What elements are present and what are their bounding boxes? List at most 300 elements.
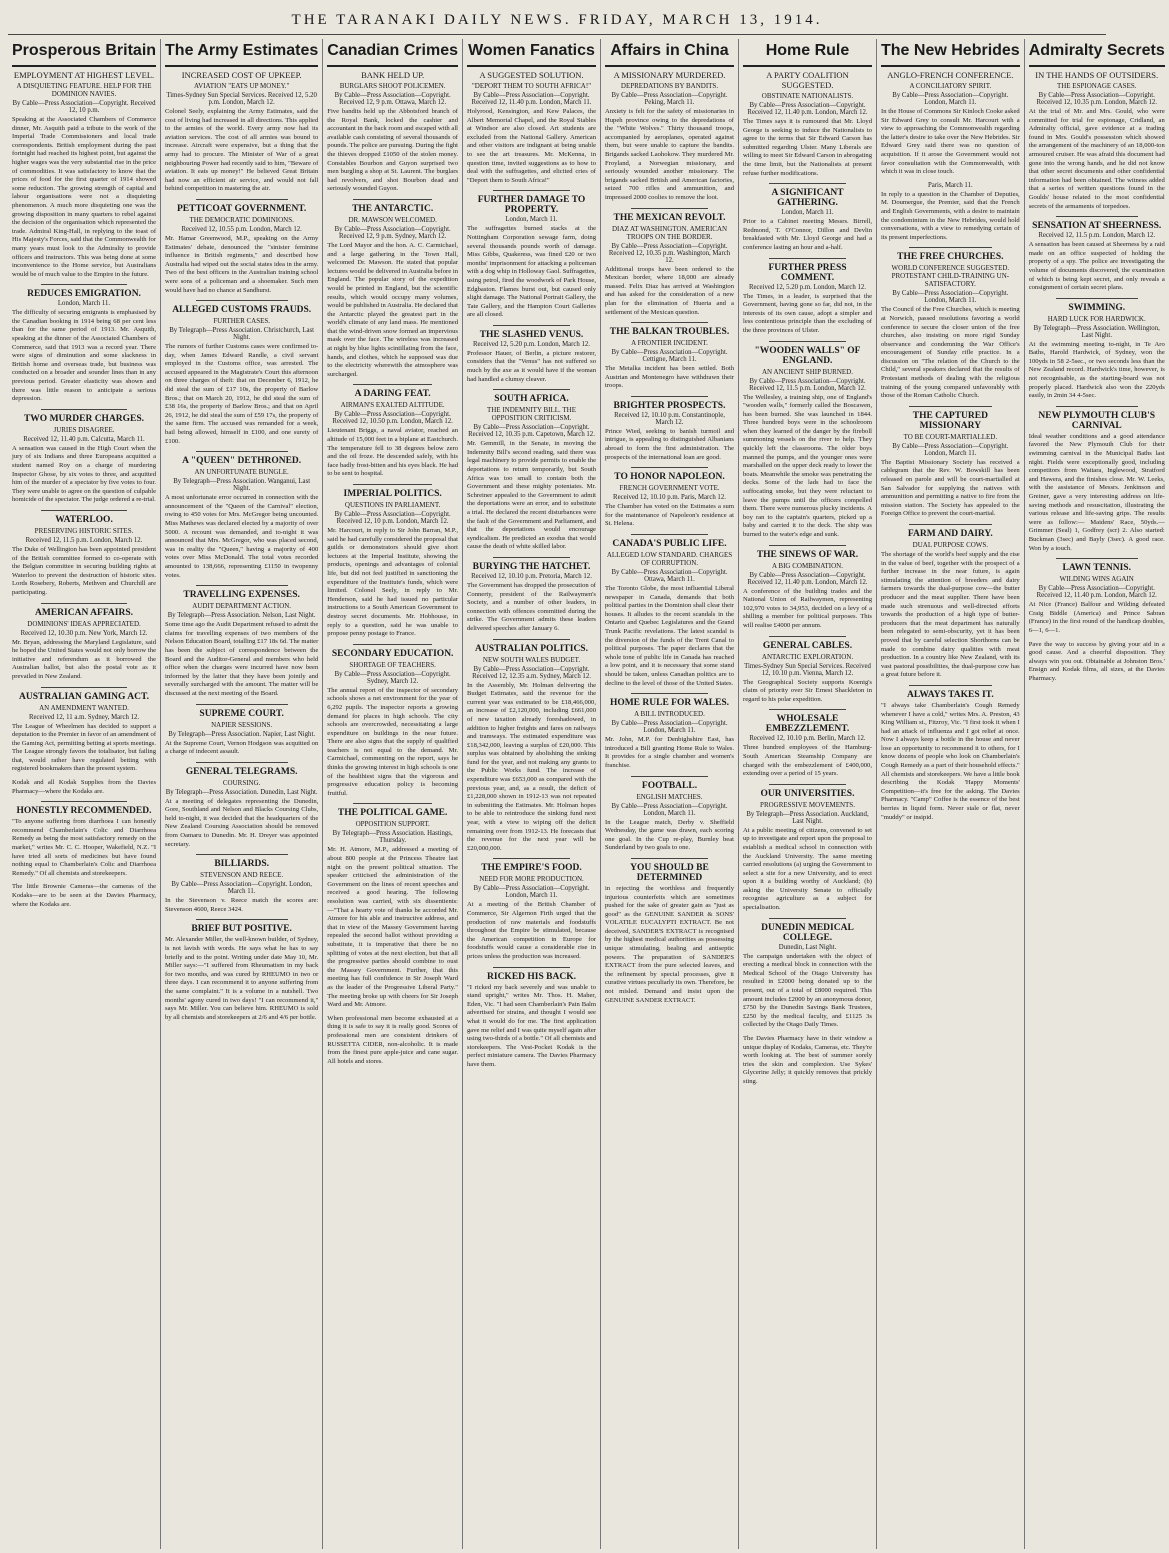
article-title: BRIEF BUT POSITIVE.: [191, 924, 292, 935]
article: [1029, 298, 1165, 401]
article: [605, 534, 734, 688]
article-subheading: THE ESPIONAGE CASES.: [1056, 82, 1137, 90]
article-subheading: AN UNFORTUNATE BUNGLE.: [194, 468, 289, 477]
article-divider: [631, 396, 708, 397]
article-divider: [493, 967, 570, 968]
article-title: DUNEDIN MEDICAL COLLEGE.: [761, 922, 854, 943]
article: [881, 524, 1020, 680]
article-divider: [1056, 216, 1138, 217]
article-dateline: By Telegraph—Press Association. Wellington, Last Night.: [1033, 324, 1160, 339]
article-body: The Chamber has voted on the Estimates a sum for the maintenance of Napoleon's residence at St. Helena.: [605, 503, 734, 528]
article: [327, 70, 458, 194]
article-divider: [41, 603, 127, 604]
article-title: A "QUEEN" DETHRONED.: [182, 456, 302, 467]
article-body: Mr. Gemmill, in the Senate, in moving the Indemnity Bill's second reading, said there was legal machinery to provide permits to enable the deportations to return temporarily, but South Africa was too small to contain both the Government and these mighty potentates. Mr. Schreiner appealed to the Government to admit the deportations were an error, and to substitute a trial. He declared the recent disturbances were the fault of the Government and Parliament, and that the deportations would encourage syndicalism. He predicted an exodus that would cause the death of white skilled labor.: [467, 440, 596, 551]
column-2: [161, 39, 323, 1549]
article-dateline: By Cable—Press Association—Copyright. Received 12, 11.40 p.m. London, March 12.: [747, 571, 868, 586]
article-body: Pave the way to success by giving your aid in a good cause. And a cheerful disposition. They always win you out. Obtainable at Johnston Bros.' Ensign and Kodak films, all sizes, at the Davies Pharmacy.: [1028, 640, 1165, 682]
article-divider: [631, 322, 708, 323]
article: [743, 545, 872, 631]
article: [1029, 641, 1165, 684]
article-divider: [631, 208, 708, 209]
article-body: The annual report of the inspector of secondary schools shows a net environment for the year of 6,292 pupils. The inspector reports a growing demand for places in high schools. The city schools are overcrowded, necessitating a large expenditure on buildings in the near future. There are also signs that the supply of qualified teachers is not equal to the demand. Mr. Carmichael, commenting on the report, says he thinks the growing interest in high schools is one of the healthiest signs that the vigorous and progressive education policy is becoming fruitful.: [327, 686, 458, 797]
article-subheading: JURIES DISAGREE.: [53, 425, 115, 434]
article-title: WATERLOO.: [55, 514, 113, 525]
article-dateline: By Cable—Press Association—Copyright. Received 12, 12.35 a.m. Sydney, March 12.: [472, 665, 591, 680]
article-body: A most unfortunate error occurred in connection with the announcement of the "Queen of the Carnival" election, owing to 450 votes for Mrs. McGregor being uncounted. Miss Mathews was declared elected by a majority of over 5000. A recount was demanded, and to-night it was announced that Mrs. McGregor, who was placed second, was in reality the "Queen," having a majority of 400 votes over Miss McDonald. The total votes recorded amounted to 138,666, representing £1150 in twopenny votes.: [165, 494, 319, 579]
article: [605, 70, 734, 203]
article-body: Mr. Hamar Greenwood, M.P., speaking on the Army Estimates' debate, denounced the "sinister feminine influence in British regiments," and described how Australia had wiped out the social states idea in the army. Two of the best officers in the Australian training school were sons of a policeman and a shoemaker. Such men would have had no chance at Sandhurst.: [165, 234, 319, 294]
article-dateline: Received 12, 11 a.m. Sydney, March 12.: [28, 713, 140, 721]
article: [165, 300, 318, 446]
article: [467, 858, 596, 961]
article: [467, 70, 596, 185]
article-divider: [196, 199, 288, 200]
article-dateline: By Cable—Press Association—Copyright. Sydney, March 12.: [334, 670, 451, 685]
article-body: "I ricked my back severely and was unable to stand upright," writes Mr. Thos. H. Maher, Eden, Vic. "I had seen Chamberlain's Pain Balm advertised for strains, and thought I would see what it would do for me. The first application gave me relief and I was quite myself again after using two-thirds of a bottle." Of all chemists and storekeepers. The Vest-Pocket Kodak is the perfect miniature camera. The Davies Pharmacy have them.: [467, 983, 596, 1068]
article-body: Professor Hauer, of Berlin, a picture restorer, considers that the "Venus" has not suffered so much by the axe as it would have if the woman had handled a clumsy cleaver.: [467, 349, 596, 383]
article-divider: [1056, 298, 1138, 299]
article-title: SWIMMING.: [1068, 302, 1126, 313]
article-title: LAWN TENNIS.: [1062, 563, 1131, 574]
article-divider: [196, 919, 288, 920]
article-subheading: OPPOSITION SUPPORT.: [355, 820, 430, 829]
article: [881, 70, 1020, 177]
article-body: Holyrood, Kensington, and Kew Palaces, the Albert Memorial Chapel, and the Royal Stables at Windsor are also closed. Art students are excluded from the National Gallery. American and other visitors are indignant at being unable to see the art treasures. Mr. McKenna, in question time, invited suggestions as to how to deal with the suffragettes, and elicited cries of "Deport them to South Africa!": [467, 108, 596, 184]
article-title: SUPREME COURT.: [199, 708, 284, 719]
article-subheading: TO BE COURT-MARTIALLED.: [903, 432, 998, 441]
article-subheading: HARD LUCK FOR HARDWICK.: [1047, 314, 1146, 323]
article-body: A sensation has been caused at Sheerness by a raid made on an office suspected of holding the property of a spy. The police are investigating the volume of documents discovered, the examination of which is being kept secret, and only reveals a consignment of certain secret plans.: [1028, 241, 1165, 292]
article-divider: [196, 585, 288, 586]
article-dateline: By Cable—Press Association—Copyright. London, March 11.: [611, 802, 728, 817]
article-subheading: DOMINIONS' IDEAS APPRECIATED.: [27, 619, 141, 628]
article-subheading: DIAZ AT WASHINGTON. AMERICAN TROOPS ON THE BORDER.: [611, 224, 728, 241]
article-divider: [631, 534, 708, 535]
article-title: BRIGHTER PROSPECTS.: [613, 400, 726, 411]
article: [165, 704, 318, 757]
article-subheading: ENGLISH MATCHES.: [636, 792, 703, 801]
article-title: EMPLOYMENT AT HIGHEST LEVEL.: [13, 70, 155, 80]
article-dateline: Received 12, 5.20 p.m. London, March 12.: [748, 283, 867, 291]
article-divider: [41, 409, 127, 410]
article-dateline: London, March 11.: [505, 216, 558, 224]
article-dateline: By Cable—Press Association—Copyright. London, March 11.: [892, 442, 1009, 457]
article-title: GENERAL CABLES.: [762, 640, 853, 651]
article-subheading: "DEPORT THEM TO SOUTH AFRICA!": [471, 82, 592, 90]
article: [12, 409, 156, 505]
article: [881, 685, 1020, 822]
article-body: At a meeting of delegates representing the Dunedin, Gore, Southland and Nelson and Blacks Coursing Clubs, held to-night, it was decided that the headquarters of the New Zealand Coursing Association should be removed from Oamaru to Dunedin. Mr. H. Dreyer was appointed secretary.: [165, 797, 319, 848]
article-body: The campaign undertaken with the object of erecting a medical block in connection with the Medical School of the Otago University has resulted in £2000 being donated up to the present, out of a total of £8000 required. This amount includes £2000 by an anonymous donor, £750 by the Dunedin Savings Bank Trustees, £250 by the medical faculty, and £1125 3s collected by the Otago Daily Times.: [743, 952, 872, 1029]
article-title: HOME RULE FOR WALES.: [609, 698, 730, 709]
article-title: A SIGNIFICANT GATHERING.: [771, 188, 844, 209]
article-subheading: DR. MAWSON WELCOMED.: [348, 215, 437, 224]
article-body: A sensation was caused in the High Court when the jury of six Indians and three Europeans acquitted a student named Roy on a charge of murdering Inspector Ghose, by six votes to three, and acquitted him of the murder of a spectator by five votes to four. They were unable to agree on the question of culpable homicide of the spectator. The judge ordered a re-trial.: [12, 444, 157, 504]
article: [12, 779, 156, 796]
article-dateline: Received 12, 10.10 p.m. Berlin, March 12.: [749, 735, 866, 743]
article-dateline: By Cable—Press Association—Copyright. London, March 11.: [473, 885, 590, 900]
article-title: THE ANTARCTIC.: [352, 203, 434, 214]
article-body: Lieutenant Briggs, a naval aviator, reached an altitude of 15,000 feet in a biplane at Eastchurch. The temperature fell to 38 degrees below zero and the oil froze. He descended safely, with his face badly frost-bitten and his eyes black. He had to be sent to hospital.: [327, 427, 458, 478]
article-title: THE BALKAN TROUBLES.: [609, 327, 730, 338]
article: [467, 389, 596, 552]
article: [467, 967, 596, 1070]
article-dateline: By Cable—Press Association—Copyright. Received 12, 10.35 p.m. London, March 12.: [1036, 92, 1157, 106]
article: [12, 510, 156, 598]
article: [743, 784, 872, 913]
article: [165, 762, 318, 850]
article: [12, 883, 156, 909]
article-subheading: SHORTAGE OF TEACHERS.: [349, 660, 436, 669]
article-body: The suffragettes burned stacks at the Nottingham Corporation sewage farm, doing several thousands pounds worth of damage. Miss Gibbs, Quakeress, was fined £20 or two months' imprisonment for attacking a policeman with a dog whip in Holloway Gaol. Suffragettes, using petrol, fired the woodwork of Park House, Edgbaston. Flames burst out, but caused only slight damage. The National Portrait Gallery, the Tate Gallery, and the Hampton Court Galleries are all closed.: [467, 225, 596, 319]
article-divider: [769, 341, 846, 342]
article-body: At a meeting of the British Chamber of Commerce, Sir Algernon Firth urged that the production of raw materials and foodstuffs throughout the Empire be stimulated, because the American competition in Europe for foodstuffs would cause a considerable rise in prices unless the production was increased.: [467, 901, 596, 960]
article: [165, 919, 318, 1022]
article-body: In the Stevenson v. Reece match the scores are: Stevenson 4600, Reece 3424.: [165, 897, 319, 913]
article-title: TO HONOR NAPOLEON.: [614, 472, 725, 483]
article-divider: [41, 801, 127, 802]
article: [327, 644, 458, 799]
article-dateline: Dunedin, Last Night.: [778, 943, 837, 951]
article-body: At the trial of Mr. and Mrs. Gould, who were committed for trial for espionage, Cridland, an Admiralty official, gave evidence at a trading found in Mrs. Gould's possession which showed the arrangement of the machinery of an 18,000-ton armoured cruiser. He was afraid this document had gone into the wrong hands, and he did not know that other secret documents and other confidential information had been obtained. The witness added that a series of written questions found in the Goulds' house related to the most confidential secrets of the armaments of torpedoes.: [1028, 108, 1165, 210]
article-divider: [631, 693, 708, 694]
article-divider: [353, 644, 431, 645]
article-body: The Geographical Society supports Koenig's claim of priority over Sir Ernest Shackleton in regard to his polar expedition.: [743, 678, 872, 703]
article-body: Anxiety is felt for the safety of missionaries in Hupeh province owing to the depredations of the "White Wolves." Thirty thousand troops, accompanied by aeroplanes, operated against them, but were unable to capture the bandits. Brigands sacked Laohokow. They murdered Mr. Froyland, a Norwegian missionary, and seriously wounded another missionary. The brigands sacked British and American factories, seized 700 rifles and ammunition, and impressed 2000 coolies to remove the loot.: [605, 108, 734, 201]
article-dateline: Received 12, 11.5 p.m. London, March 12.: [25, 536, 143, 544]
article-divider: [41, 284, 127, 285]
article-dateline: By Cable—Press Association—Copyright. London, March 11.: [611, 720, 728, 735]
column-3: [323, 39, 463, 1549]
article-title: THE SLASHED VENUS.: [479, 329, 584, 340]
article-dateline: London, March 11.: [781, 209, 834, 217]
article-title: TWO MURDER CHARGES.: [23, 413, 145, 424]
article-subheading: AN ANCIENT SHIP BURNED.: [761, 367, 853, 376]
masthead: [8, 6, 1106, 35]
article-body: In the League match, Derby v. Sheffield Wednesday, the game was drawn, each scoring one goal. In the Cup re-play, Burnley beat Sunderland by two goals to one.: [605, 818, 734, 852]
article: [467, 639, 596, 854]
article-divider: [353, 199, 431, 200]
article-body: Ideal weather conditions and a good attendance favored the New Plymouth Club for their swimming carnival in the Municipal Baths last night. Fields were exceptionally good, including competitors from Waitara, Inglewood, Stratford and Hawera, and the finishes close. Mr. W. Leeks, with the assistance of Messrs. Jenkinson and Greiner, gave a very interesting address on life-saving methods and resuscitation, illustrating the various release and life-saving grips. The results were as follow:— Maidens' Race, 50yds.—Grimmer (Seal) 1, Godfrey (scr) 2. Also started: Buckman (3sec) and Bayly (3sec). A good race. Won by a touch.: [1028, 432, 1165, 552]
column-1: [8, 39, 161, 1549]
article-subheading: OBSTINATE NATIONALISTS.: [761, 92, 854, 100]
article-title: REDUCES EMIGRATION.: [27, 289, 141, 300]
article-dateline: By Cable—Press Association—Copyright. Received 12, 10.35 p.m. Washington, March 12.: [608, 242, 731, 264]
article-body: In the House of Commons Sir Kinloch Cooke asked Sir Edward Grey to consult Mr. Harcourt with a view to approaching the Commonwealth regarding the latter's desire to take over the New Hebrides. Sir Edward Grey said there was no question of acquisition. If it arose the Government would not favor consultation with the Commonwealth, with which it was in close touch.: [881, 108, 1020, 176]
article-body: The League of Wheelmen has decided to support a deputation to the Premier in favor of an amendment of the Gaming Act, permitting betting at sports meetings. The League strongly favors the totalisator, but failing that, would rather have regulated betting with registered bookmakers than the present system.: [12, 722, 157, 773]
article-divider: [1056, 558, 1138, 559]
article-dateline: By Telegraph—Press Association. Dunedin, Last Night.: [165, 788, 318, 796]
article-body: in rejecting the worthless and frequently injurious counterfeits which are sometimes pushed for the sake of greater gain as "just as good" as the GENUINE SANDER & SONS' VOLATILE EUCALYPTI EXTRACT. Be not deceived, SANDER'S EXTRACT is recognised by the highest medical authorities as possessing unique stimulating, healing and antiseptic powers. The preparation of SANDER'S EXTRACT from the pure selected leaves, and the refinement by special processes, give it curative virtues peculiarly its own. Therefore, be not misled. Demand and insist upon the GENUINE SANDER EXTRACT.: [605, 884, 734, 1004]
article-title: THE CAPTURED MISSIONARY: [912, 410, 988, 431]
article-dateline: By Cable—Press Association—Copyright. Received 12, 11.5 p.m. London, March 12.: [749, 377, 866, 392]
article-body: The Baptist Missionary Society has received a cablegram that the Rev. W. Bowskill has been released on parole and will be court-martialled at San Salvador for supplying the natives with ammunition and permitting a native to fire from the mission station. The Society has appealed to the Foreign Office to prevent the court-martial.: [881, 458, 1020, 518]
article-body: Some time ago the Audit Department refused to admit the claims for travelling expenses of two members of the Nelson Education Board, totalling £17 18s 6d. The matter has been the subject of correspondence between the Board and the Auditor-General and members who held office when the charges were incurred have now been informed by the latter that they have been jointly and severally surcharged with the amount. The matter will be discussed at the next meeting of the Board.: [165, 621, 319, 697]
article-body: Mr. H. Atmore, M.P., addressed a meeting of about 800 people at the Princess Theatre last night on the present political situation. The speaker criticised the administration of the Government on the lines of recent speeches and received a good hearing. The following resolution was carried, with six dissentients:—"That a hearty vote of thanks be accorded Mr. Atmore for his able and instructive address, and that in view of the Massey Government having repealed the second ballot without providing a substitute, it is imperative that there be no splitting of votes at the next election, but that all the progressive parties should combine to oust the Massey Government. Further, that this meeting has full confidence in Sir Joseph Ward as the leader of the Progressive Liberal Party." The meeting broke up with cheers for Sir Joseph Ward and Mr. Atmore.: [327, 846, 458, 1009]
article-body: Colonel Seely, explaining the Army Estimates, said the cost of living had increased in all directions. This applied to the armies of the world. Every army now had its aviation services. The cost of all armies was bound to increase. Aircraft were expensive, but a thing that the army had to procure. The Minister of War of a great neighbouring Power had recently said to him, "Beware of aviation. It eats up money!" He believed Great Britain had now an efficient air service, and would not fall behind competition in mastering the air.: [165, 108, 319, 193]
article-dateline: By Telegraph—Press Association. Napier, Last Night.: [168, 730, 316, 738]
article-divider: [769, 709, 846, 710]
article-title: INCREASED COST OF UPKEEP.: [181, 70, 302, 80]
article-body: At a public meeting of citizens, convened to set up to investigate and report upon the proposal to establish a medical school in connection with the Auckland University. The same meeting carried resolutions (a) urging the Government to select a site for a new University, and to erect upon it a building worthy of Auckland; (b) asking the University Senate to officially recognise agriculture as a subject for specialisation.: [743, 826, 872, 912]
article-dateline: By Telegraph—Press Association. Christchurch, Last Night.: [169, 327, 315, 342]
article-title: OUR UNIVERSITIES.: [760, 788, 855, 799]
article-subheading: A FRONTIER INCIDENT.: [631, 339, 708, 348]
article: [743, 1035, 872, 1087]
article-title: IN THE HANDS OF OUTSIDERS.: [1035, 70, 1159, 80]
article-body: Speaking at the Associated Chambers of Commerce dinner, Mr. Asquith paid a tribute to the work of the Imperial Trade Commissioners and local trade correspondents. British employment during the past fortnight had reached its highest point, but against the higher wages was the very substantial rise in the price of commodities. It was satisfactory to know that the prices of food for the first quarter of 1914 showed some reduction. The growing strength of capital and labour organisations were not a disquieting phenomenon. A much more disquieting one was the growing disposition in many quarters to rebel against the decision of the organisation which represented the trade. Admiral King-Hall, in replying to the toast of His Majesty's Forces, said that the Commonwealth for many years must look to the Admiralty to provide officers and instructors. This was being done at some inconvenience to the Home service, but Australians would be of much value to the Empire in the future.: [12, 116, 157, 278]
article: [605, 396, 734, 462]
article-divider: [493, 639, 570, 640]
article: [467, 190, 596, 320]
article-body: Prior to a Cabinet meeting Messrs. Birrell, Redmond, T. O'Connor, Dillon and Devlin breakfasted with Mr. Lloyd George and had a conference lasting an hour and a-half.: [743, 218, 872, 251]
article-dateline: By Cable—Press Association—Copyright. London, March 11.: [892, 290, 1009, 305]
article-title: FURTHER PRESS COMMENT.: [768, 262, 847, 283]
article-title: THE SINEWS OF WAR.: [756, 549, 859, 560]
article-dateline: By Cable—Press Association—Copyright. London, March 11.: [892, 92, 1009, 106]
article-dateline: By Telegraph—Press Association. Wanganui, Last Night.: [173, 478, 311, 493]
article-title: A MISSIONARY MURDERED.: [613, 70, 726, 80]
article: [165, 854, 318, 914]
article-title: THE MEXICAN REVOLT.: [613, 212, 726, 223]
article: [327, 199, 458, 380]
article: [881, 182, 1020, 243]
article-subheading: PRESERVING HISTORIC SITES.: [34, 526, 134, 535]
article-dateline: By Cable—Press Association—Copyright. Received 12, 9 p.m. Ottawa, March 12.: [334, 92, 451, 106]
article-body: The Metalka incident has been settled. Both Austrian and Montenegro have withdrawn their troops.: [605, 365, 734, 390]
article-divider: [196, 300, 288, 301]
article-body: In the Assembly, Mr. Holman delivering the Budget Estimates, said the revenue for the current year was estimated to be £18,466,000, an increase of £2,120,000, including £661,000 of new taxation already foreshadowed, in addition to higher freights and fares on railways and tramways. The estimated expenditure was £18,342,000, leaving a surplus of £20,000. This surplus was obtained by abolishing the sinking fund for the year, and not making any grants to the Public Works fund. The increase of expenditure was £653,000 as compared with the previous year, and, as a result, the deficit of £1,228,000 shown in 1912-13 was not repeated in submitting the Estimates. Mr. Holman hopes to be able to reintroduce the sinking fund next year, with a view to wiping off the deficit remaining over from 1912-13. He forecasts that the revenue for the next year will be £20,000,000.: [467, 681, 596, 852]
article-divider: [769, 918, 846, 919]
column-headline: Women Fanatics: [467, 39, 596, 67]
article-body: "To anyone suffering from diarrhoea I can honestly recommend Chamberlain's Colic and Diarrhoea Remedy as being the most satisfactory remedy on the market," writes Mr. C. C. Hooper, Wakefield, N.Z. "I have tried all sorts of medicines but have found nothing equal to Chamberlain's Colic and Diarrhoea Remedy." Of all chemists and storekeepers.: [12, 818, 157, 877]
article-title: THE EMPIRE'S FOOD.: [481, 863, 582, 874]
article: [743, 258, 872, 336]
article-divider: [1056, 406, 1138, 407]
article: [743, 341, 872, 540]
article-divider: [769, 183, 846, 184]
article-dateline: By Cable—Press Association—Copyright. Received 12, 11.40 p.m. London, March 11.: [471, 92, 592, 106]
article-title: AUSTRALIAN POLITICS.: [475, 643, 588, 654]
article-title: FURTHER DAMAGE TO PROPERTY.: [477, 195, 586, 216]
article-body: The Toronto Globe, the most influential Liberal newspaper in Canada, demands that both political parties in the Dominion shall clear their houses. It alludes to the recent scandals in the Ontario and Quebec Legislatures and the Grand Trunk Pacific revelations. The latest scandal is the diversion of the funds of the Trent Canal to political purposes. The paper declares that the whole tone of public life in Canada has reached a low point, and it is necessary that some stand should be taken, unless Canadian politics are to decline to the level of those of the United States.: [605, 585, 734, 687]
article-divider: [196, 704, 288, 705]
column-headline: Home Rule: [743, 39, 872, 67]
article-divider: [196, 854, 288, 855]
article-body: The Lord Mayor and the hon. A. C. Carmichael, and a large gathering in the Town Hall, welcomed Dr. Mawson. He stated that popular lectures would be delivered in Australia before in England. The popular story of the expedition would be printed in England, but the scientific results, which would occupy many volumes, would be published in Australia. He declared that the Antarctic played the greatest part in the world's climate of any land mass. He mentioned that the wind-driven snow formed an impervious mask over the face. The wireless was increased at night by blue lights scintillating from the face, hands, and clothes, which he supposed was due to the electricity wherewith the atmosphere was surcharged.: [327, 241, 458, 378]
article-title: SECONDARY EDUCATION.: [331, 648, 454, 659]
article-subheading: AUDIT DEPARTMENT ACTION.: [192, 602, 292, 611]
article: [743, 636, 872, 705]
article: [327, 384, 458, 479]
article: [327, 803, 458, 1009]
article-divider: [769, 784, 846, 785]
article-title: AUSTRALIAN GAMING ACT.: [19, 691, 149, 702]
article-title: A PARTY COALITION SUGGESTED.: [766, 70, 849, 90]
column-4: [463, 39, 601, 1549]
article-title: NEW PLYMOUTH CLUB'S CARNIVAL: [1038, 410, 1156, 431]
article-subheading: PROGRESSIVE MOVEMENTS.: [760, 800, 855, 809]
article-body: A conference of the building trades and the National Union of Railwaymen, representing 102,970 votes to 34,953, decided on a levy of a shilling a member for political purposes. This will realise £4000 per annum.: [743, 587, 872, 629]
article-body: Mr. Alexander Miller, the well-known builder, of Sydney, is not lavish with words. He says what he has to say briefly and to the point. Writing under date May 10, Mr. Miller says:—"I suffered from Rheumatism in my back for two months, and was cured by RHEUMO in two or three days. I can recommend it to anyone suffering from the same complaint." It is a volume in a nutshell. Two months' agony cured in two days! "I can recommend it," says Mr. Miller. You can believe him. RHEUMO is sold by all chemists and storekeepers at 2/6 and 4/6 per bottle.: [165, 936, 319, 1021]
column-headline: The New Hebrides: [881, 39, 1020, 67]
article-dateline: By Cable—Press Association—Copyright. Received 12, 11.40 p.m. London, March 12.: [1036, 585, 1157, 600]
column-5: [601, 39, 739, 1549]
article: [467, 325, 596, 384]
article: [1029, 216, 1165, 293]
article-body: Mr. Harcourt, in reply to Sir John Barran, M.P., said he had carefully considered the proposal that guilds or demonstrators should give short lectures at the Imperial Institute, showing the products, openings and advantages of colonial life, but did not feel justified in sanctioning the expenditure of the Institute's funds, which were limited. Colonel Seely, in reply to Mr. Henderson, said he had issued no particular instructions to a South American Government to destroy secret documents. Mr. Hobhouse, in reply to a question, said he was unable to propose penny postage to France.: [327, 527, 458, 638]
article-divider: [909, 406, 992, 407]
article-dateline: Received 12, 11.40 p.m. Calcutta, March 11.: [23, 435, 145, 443]
article-title: SENSATION AT SHEERNESS.: [1032, 221, 1162, 232]
article-subheading: A CONCILIATORY SPIRIT.: [909, 82, 992, 90]
article-divider: [353, 803, 431, 804]
article-body: Mr. John, M.P. for Denbighshire East, has introduced a Bill granting Home Rule to Wales. It provides for a single chamber and women's franchise.: [605, 736, 734, 769]
article-dateline: Times-Sydney Sun Special Services. Received 12, 5.20 p.m. London, March 12.: [166, 92, 317, 106]
article: [605, 858, 734, 1005]
article-body: Mr. Bryan, addressing the Maryland Legislature, said he hoped the United States would not only borrow the initiative and referendum as it borrowed the Australian ballot, but also the postal vote as it prevailed in New Zealand.: [12, 638, 157, 680]
article: [743, 70, 872, 178]
article-subheading: QUESTIONS IN PARLIAMENT.: [344, 501, 441, 509]
article-subheading: ANTARCTIC EXPLORATION.: [761, 652, 854, 661]
article-title: BURYING THE HATCHET.: [472, 561, 591, 572]
article-dateline: By Cable—Press Association—Copyright. Ottawa, March 11.: [611, 569, 728, 584]
article: [12, 687, 156, 775]
article-divider: [353, 484, 431, 485]
article-body: Three hundred employees of the Hamburg-South American Steamship Company are charged with the embezzlement of £400,000, extending over a period of 15 years.: [743, 744, 872, 778]
article-body: At the Supreme Court, Vernon Hodgson was acquitted on a charge of indecent assault.: [165, 739, 319, 756]
article: [165, 585, 318, 698]
article-dateline: By Cable—Press Association—Copyright. Received 12, 10.35 p.m. Capetown, March 12.: [468, 424, 595, 439]
article-dateline: By Cable—Press Association—Copyright. Received 12, 10 p.m.: [12, 100, 156, 114]
article-title: AMERICAN AFFAIRS.: [35, 607, 134, 618]
article-title: THE FREE CHURCHES.: [897, 252, 1004, 263]
article-body: When professional men become exhausted at a thing it is safe to say it is really good. Scores of professional men are consistent drinkers of RUSSETTA CIDER, non-alcoholic. It is made from the finest pure apple-juice and cane sugar. All hotels and stores.: [327, 1014, 458, 1065]
columns-container: [8, 39, 1165, 1549]
article-subheading: COURSING.: [222, 778, 261, 787]
article-subheading: DEPREDATIONS BY BANDITS.: [620, 82, 719, 90]
article-title: PETTICOAT GOVERNMENT.: [176, 203, 307, 214]
article-title: RICKED HIS BACK.: [487, 971, 576, 982]
masthead-title: THE TARANAKI DAILY NEWS. FRIDAY, MARCH 13, 1914.: [291, 11, 823, 28]
article-subheading: NEW SOUTH WALES BUDGET.: [482, 655, 581, 664]
article: [605, 776, 734, 853]
article-subheading: STEVENSON AND REECE.: [200, 871, 284, 880]
article: [605, 467, 734, 529]
article: [1029, 70, 1165, 211]
article: [1029, 558, 1165, 635]
article: [12, 801, 156, 878]
article-title: YOU SHOULD BE DETERMINED: [630, 862, 709, 883]
article-dateline: Received 12, 10.10 p.m. Constantinople, March 12.: [614, 411, 725, 426]
article-subheading: WILDING WINS AGAIN: [1059, 575, 1134, 584]
column-6: [739, 39, 877, 1549]
article-dateline: By Cable—Press Association—Copyright. London, March 11.: [171, 881, 312, 896]
article-dateline: By Cable—Press Association—Copyright. Cettigne, March 11.: [611, 349, 728, 364]
article-title: WHOLESALE EMBEZZLEMENT.: [765, 714, 850, 735]
article-subheading: WORLD CONFERENCE SUGGESTED. PROTESTANT CHILD-TRAINING UN-SATISFACTORY.: [891, 264, 1010, 289]
article-dateline: Paris, March 11.: [928, 181, 973, 189]
article-subheading: AIRMAN'S EXALTED ALTITUDE.: [340, 401, 445, 410]
article-title: BANK HELD UP.: [361, 70, 425, 80]
article-dateline: By Cable—Press Association—Copyright. Received 12, 10 p.m. London, March 12.: [334, 511, 451, 525]
article-title: "WOODEN WALLS" OF ENGLAND.: [754, 345, 861, 366]
article: [12, 70, 156, 279]
article: [605, 322, 734, 391]
article-divider: [909, 247, 992, 248]
article-body: At the swimming meeting to-night, in Te Aro Baths, Harold Hardwick, of Sydney, won the 100yds in 58 2-5sec., or two seconds less than the New Zealand record. Hardwick's time, however, is not recognisable, as the starting-board was not properly placed. Hardwick also won the 220yds easily, in 2min 34 4-5sec.: [1028, 340, 1165, 400]
article-title: CANADA'S PUBLIC LIFE.: [612, 539, 727, 550]
article: [12, 284, 156, 404]
article-title: TRAVELLING EXPENSES.: [183, 590, 300, 601]
article-divider: [41, 687, 127, 688]
article-divider: [493, 325, 570, 326]
article-subheading: A DISQUIETING FEATURE. HELP FOR THE DOMINION NAVIES.: [16, 82, 152, 98]
article: [165, 451, 318, 580]
article: [605, 693, 734, 770]
article-dateline: Times-Sydney Sun Special Services. Received 12, 10.10 p.m. Vienna, March 12.: [744, 662, 871, 677]
article: [12, 603, 156, 682]
article: [1029, 406, 1165, 553]
article-divider: [769, 545, 846, 546]
article-subheading: DUAL PURPOSE COWS.: [912, 541, 989, 549]
article-dateline: By Telegraph—Press Association. Hastings, Thursday.: [332, 830, 453, 845]
article-subheading: FRENCH GOVERNMENT VOTE.: [619, 484, 720, 493]
article-subheading: NAPIER SESSIONS.: [211, 720, 273, 729]
article-body: The Council of the Free Churches, which is meeting at Norwich, passed resolutions favoring a world conference to secure the closer union of the free churches, also insisting on more rigid Sunday observance and condemning the War Office's encouragement of Sunday rifle practice. In a discussion on "The relation of the Church to the Child," several speakers declared that the results of Protestant methods of dealing with the religious training of the young compared unfavorably with those of the Roman Catholic Church.: [881, 306, 1020, 400]
article-subheading: FURTHER CASES.: [213, 317, 271, 326]
article-title: A DARING FEAT.: [354, 389, 431, 400]
article-body: The Davies Pharmacy have in their window a unique display of Kodaks, Cameras, etc. They're worth looking at. The best of summer sorely tries the skin and complexion. Use Sykes' Glycerine Jelly; it quickly removes that prickly sting.: [743, 1035, 872, 1085]
column-headline: Prosperous Britain: [12, 39, 156, 67]
article-subheading: THE INDEMNITY BILL. THE OPPOSITION CRITICISM.: [486, 406, 577, 423]
article-title: SOUTH AFRICA.: [494, 394, 569, 405]
article-subheading: NEED FOR MORE PRODUCTION.: [479, 875, 584, 884]
article-title: ANGLO-FRENCH CONFERENCE.: [887, 70, 1014, 80]
article-divider: [353, 384, 431, 385]
article: [881, 247, 1020, 401]
article-dateline: Received 12, 5.20 p.m. London, March 12.: [472, 340, 591, 348]
article-title: GENERAL TELEGRAMS.: [185, 766, 298, 777]
article-body: Prince Wied, seeking to banish turmoil and intrigue, is appealing to distinguished Albanians abroad to form the first administration. The prospects of the international loan are good.: [605, 427, 734, 461]
article-body: The rumors of further Customs cases were confirmed to-day, when James Edward Randle, a civil servant employed in the Customs office, was arrested. The accused appeared in the Magistrate's Court this afternoon on three charges of theft: that on December 6, 1912, he did steal the sum of £17 10s, the property of Barlow Bros.; that on March 20, 1912, he did steal the sum of £38 16s, the property of Barlow Bros.; and that on April 26, 1912, he did steal the sum of £59 17s, the property of the same firm. The accused was remanded for a week, bail being allowed, himself in £100, and one surety of £100.: [165, 343, 319, 445]
article-body: Five bandits held up the Abbotsford branch of the Royal Bank, locked the cashier and accountant in the back room and escaped with all available cash consisting of several thousands of pounds. The police are pursuing. During the fight the thieves dropped £1050 of the stolen money. Constables Bourbon and Guyon surprised two men burgling a shop at St. Laurent. The burglars had revolvers, and shot Bourbon dead and seriously wounded Guyon.: [327, 108, 458, 193]
article-dateline: By Cable—Press Association—Copyright. Received 12, 10.50 p.m. London, March 12.: [332, 411, 453, 426]
article: [467, 557, 596, 634]
article-subheading: THE DEMOCRATIC DOMINIONS.: [189, 215, 294, 224]
article-title: HONESTLY RECOMMENDED.: [16, 806, 152, 817]
column-headline: Affairs in China: [605, 39, 734, 67]
article: [165, 199, 318, 295]
column-8: [1025, 39, 1169, 1549]
column-headline: Admiralty Secrets: [1029, 39, 1165, 67]
article-title: ALLEGED CUSTOMS FRAUDS.: [172, 305, 312, 316]
article-divider: [493, 389, 570, 390]
article-dateline: Received 12, 10.55 p.m. London, March 12.: [181, 225, 302, 233]
article-title: FOOTBALL.: [641, 780, 698, 791]
article-divider: [909, 685, 992, 686]
article-title: THE POLITICAL GAME.: [337, 808, 448, 819]
article-divider: [196, 762, 288, 763]
article-body: At Nice (France) Balfour and Wilding defeated Craig Biddle (America) and Prince Sabran (France) in the first round of the handicap doubles, 6—1, 6—1.: [1028, 601, 1165, 634]
article-body: In reply to a question in the Chamber of Deputies, M. Doumergue, the Premier, said that the French and English Governments, with a desire to maintain the condominium in the New Hebrides, would hold conversations, with a view to remedying certain of its present imperfections.: [881, 190, 1020, 241]
article-divider: [493, 190, 570, 191]
article-body: The Government has dropped the prosecution of Connerty, president of the Railwaymen's Society, and a number of other leaders, in connection with offences committed during the strike. The Government admits these leaders delivered speeches after January 6.: [467, 581, 596, 632]
column-headline: Canadian Crimes: [327, 39, 458, 67]
article-dateline: Received 12, 10.10 p.m. Paris, March 12.: [613, 494, 726, 502]
article-body: The Times says it is rumoured that Mr. Lloyd George is seeking to induce the Nationalists to agree to the terms that Sir Edward Carson has submitted regarding Ulster. Many Liberals are willing to meet Sir Edward Carson in abrogating the time limit, but the Nationalists at present refuse further modifications.: [743, 118, 872, 177]
